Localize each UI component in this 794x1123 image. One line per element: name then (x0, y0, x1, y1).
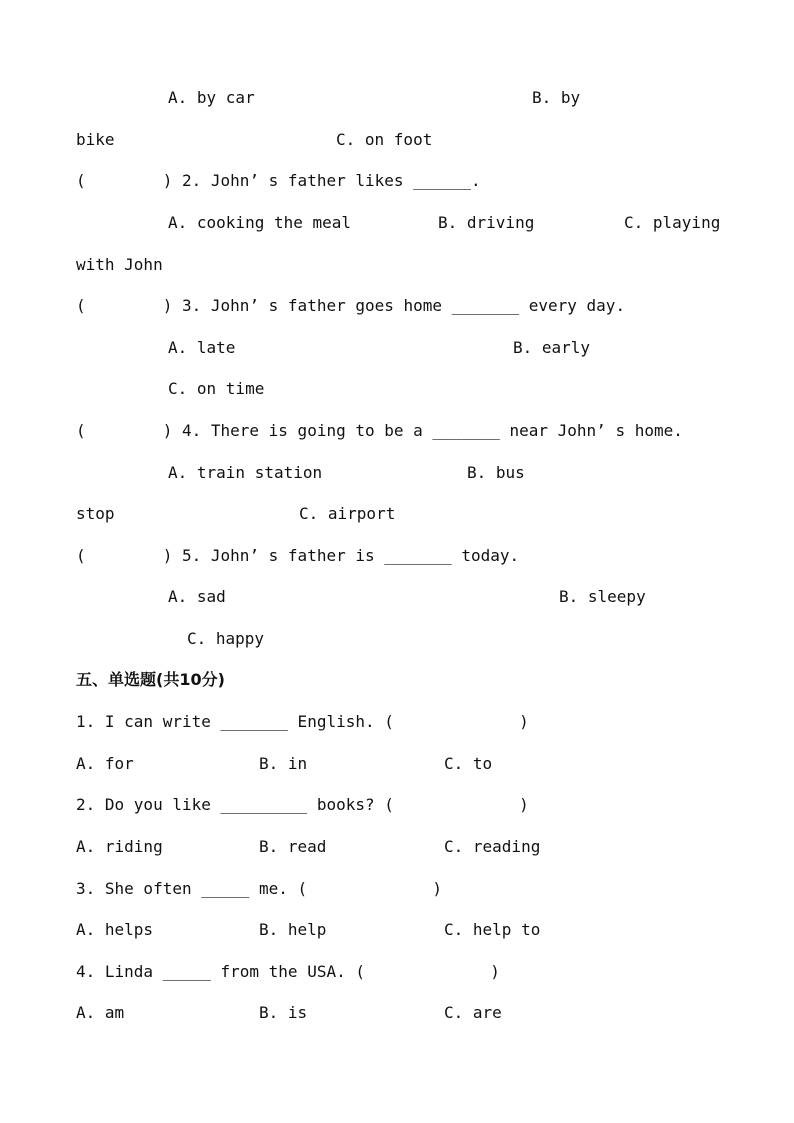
mc-question-4-option-c: C. are (444, 1003, 502, 1022)
q5-stem: ( ) 5. John’ s father is _______ today. (76, 546, 520, 565)
mc-question-1-option-a: A. for (76, 754, 134, 773)
mc-question-3-option-c: C. help to (444, 920, 541, 939)
q1-option-b-wrap: bike (76, 130, 115, 149)
q2-stem: ( ) 2. John’ s father likes ______. (76, 171, 481, 190)
q4-option-c: C. airport (299, 504, 396, 523)
q1-option-b: B. by (532, 88, 581, 107)
q4-option-a: A. train station (168, 463, 323, 482)
mc-question-4-option-a: A. am (76, 1003, 125, 1022)
q4-option-b: B. bus (467, 463, 525, 482)
mc-question-4-stem: 4. Linda _____ from the USA. ( ) (76, 962, 500, 981)
q1-option-a: A. by car (168, 88, 255, 107)
mc-question-2-option-c: C. reading (444, 837, 541, 856)
mc-question-2-option-b: B. read (259, 837, 327, 856)
q3-stem: ( ) 3. John’ s father goes home _______ every day. (76, 296, 626, 315)
q1-option-c: C. on foot (336, 130, 433, 149)
mc-question-1-option-b: B. in (259, 754, 308, 773)
mc-question-3-stem: 3. She often _____ me. ( ) (76, 879, 443, 898)
mc-question-4-option-b: B. is (259, 1003, 308, 1022)
q5-option-a: A. sad (168, 587, 226, 606)
mc-question-2-option-a: A. riding (76, 837, 163, 856)
mc-question-1-stem: 1. I can write _______ English. ( ) (76, 712, 529, 731)
q5-option-b: B. sleepy (559, 587, 646, 606)
q2-option-c: C. playing (624, 213, 721, 232)
q3-option-a: A. late (168, 338, 236, 357)
q4-stem: ( ) 4. There is going to be a _______ near John’ s home. (76, 421, 683, 440)
mc-question-2-stem: 2. Do you like _________ books? ( ) (76, 795, 529, 814)
q5-option-c: C. happy (187, 629, 265, 648)
mc-question-3-option-a: A. helps (76, 920, 154, 939)
q3-option-c: C. on time (168, 379, 265, 398)
section-heading: 五、单选题(共10分) (76, 670, 225, 689)
mc-question-3-option-b: B. help (259, 920, 327, 939)
q2-option-c-wrap: with John (76, 255, 163, 274)
q2-option-a: A. cooking the meal (168, 213, 352, 232)
q4-option-b-wrap: stop (76, 504, 115, 523)
q3-option-b: B. early (513, 338, 591, 357)
mc-question-1-option-c: C. to (444, 754, 493, 773)
q2-option-b: B. driving (438, 213, 535, 232)
